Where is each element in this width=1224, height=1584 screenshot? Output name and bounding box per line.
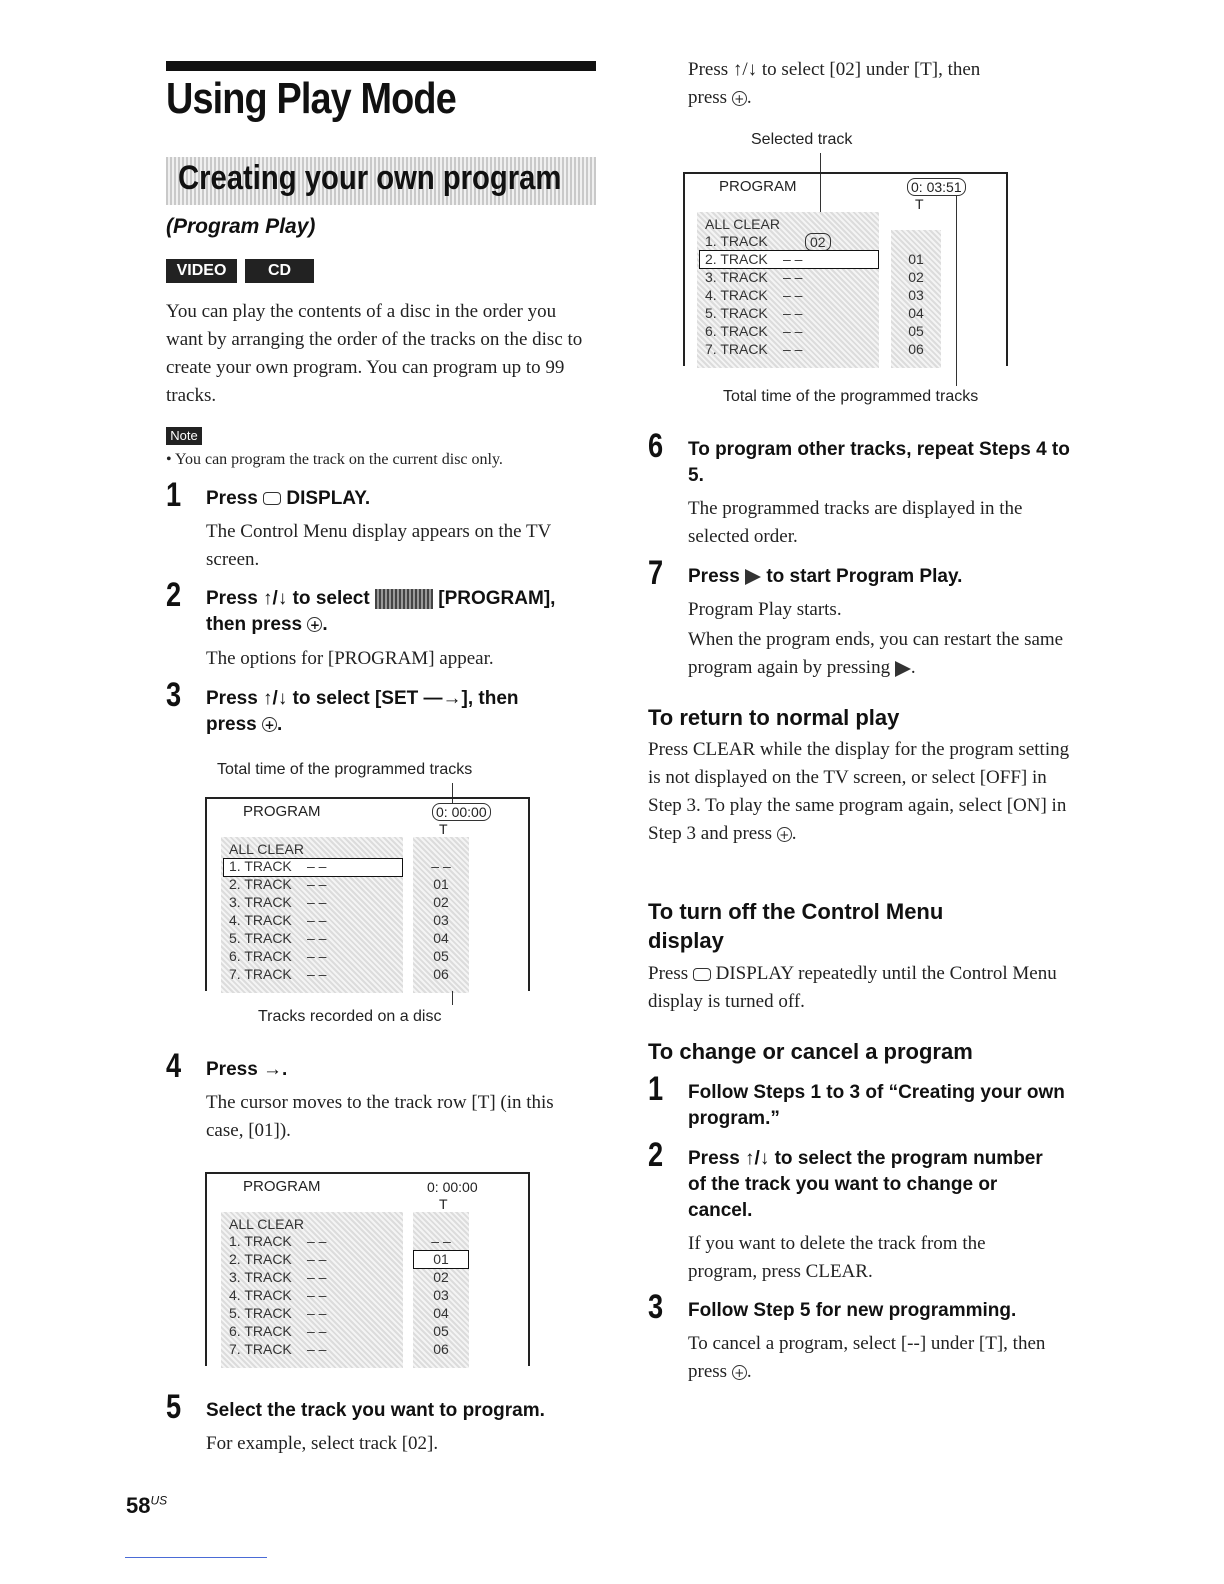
change-step-2-body: If you want to delete the track from the program, press CLEAR. (688, 1233, 986, 1282)
step-5-title: Select the track you want to program. (206, 1400, 545, 1421)
step-5-body: For example, select track [02]. (206, 1433, 439, 1454)
step-7-number: 7 (648, 554, 664, 592)
step-1-body: The Control Menu display appears on the TV screen. (206, 521, 551, 570)
track-row-4: 4. TRACK – – (229, 1287, 327, 1303)
track-row-2: 2. TRACK – – (229, 876, 327, 892)
change-step-1-number: 1 (648, 1070, 664, 1108)
track-menu (221, 1212, 403, 1368)
program-label: PROGRAM (719, 178, 797, 195)
t-label: T (439, 821, 448, 837)
badge-cd: CD (245, 259, 314, 283)
step-1-title: Press DISPLAY. (206, 488, 371, 509)
change-step-1-title: Follow Steps 1 to 3 of “Creating your own program.” (688, 1082, 1065, 1129)
caption-total-time-1: Total time of the programmed tracks (217, 761, 473, 778)
track-row-2: 2. TRACK – – (229, 1251, 327, 1267)
step-5-body-2b: press + . (688, 87, 752, 108)
change-step-3-body: To cancel a program, select [--] under [T], then press + . (688, 1333, 1046, 1382)
step-2-number: 2 (166, 576, 182, 614)
all-clear-row: ALL CLEAR (705, 216, 780, 232)
footer-rule (125, 1557, 267, 1558)
page-title: Using Play Mode (166, 74, 456, 123)
step-4-title: Press →. (206, 1059, 288, 1080)
step-6-body: The programmed tracks are displayed in the selected order. (688, 498, 1023, 547)
return-body: Press CLEAR while the display for the program setting is not displayed on the TV screen, or select [OFF] in Step 3. To play the same program again, select [ON] in Step 3 and press + . (648, 739, 1070, 844)
step-2-body: The options for [PROGRAM] appear. (206, 648, 494, 669)
step-3-title-line2: press + . (206, 714, 283, 735)
pointer-line (956, 196, 957, 386)
track-row-3: 3. TRACK – – (705, 269, 803, 285)
t-column: – – 01 02 03 04 05 06 (413, 1212, 469, 1368)
track-row-3: 3. TRACK – – (229, 894, 327, 910)
change-step-2-number: 2 (648, 1136, 664, 1174)
track-row-7: 7. TRACK – – (229, 1341, 327, 1357)
enter-icon: + (732, 1365, 747, 1380)
title-rule (166, 61, 596, 71)
heading-change: To change or cancel a program (648, 1039, 973, 1064)
track-row-6: 6. TRACK – – (229, 948, 327, 964)
track-row-3: 3. TRACK – – (229, 1269, 327, 1285)
heading-turnoff-2: display (648, 928, 724, 953)
track-row-6: 6. TRACK – – (229, 1323, 327, 1339)
step-6-number: 6 (648, 427, 664, 465)
heading-turnoff: To turn off the Control Menu (648, 899, 944, 924)
all-clear-row: ALL CLEAR (229, 841, 304, 857)
display-icon (693, 968, 711, 981)
track-row-7: 7. TRACK – – (229, 966, 327, 982)
track-row-5: 5. TRACK – – (705, 305, 803, 321)
program-icon (375, 589, 433, 609)
section-band (166, 157, 596, 205)
track-row-1: 1. TRACK – – (229, 858, 327, 874)
display-icon (263, 492, 281, 505)
caption-tracks-recorded: Tracks recorded on a disc (258, 1008, 442, 1025)
step-2-title-line2: then press + . (206, 614, 328, 635)
play-icon (895, 661, 911, 677)
subtitle: (Program Play) (166, 215, 316, 238)
total-time: 0: 00:00 (427, 1179, 478, 1195)
program-label: PROGRAM (243, 1178, 321, 1195)
badge-video-cd: VIDEO CD (166, 259, 237, 283)
t-label: T (915, 196, 924, 212)
program-screen-1 (205, 797, 530, 991)
pointer-line (452, 991, 453, 1005)
caption-total-time-2: Total time of the programmed tracks (723, 388, 979, 405)
track-row-4: 4. TRACK – – (229, 912, 327, 928)
enter-icon: + (307, 617, 322, 632)
caption-selected-track: Selected track (751, 131, 853, 148)
page-number: $58^{US}$ (126, 1493, 168, 1518)
program-screen-2 (205, 1172, 530, 1366)
step-6-title: To program other tracks, repeat Steps 4 to 5. (688, 439, 1070, 486)
enter-icon: + (777, 827, 792, 842)
change-step-3-title: Follow Step 5 for new programming. (688, 1300, 1017, 1321)
track-row-7: 7. TRACK – – (705, 341, 803, 357)
track-row-1: 1. TRACK – – (229, 1233, 327, 1249)
track-row-1: 1. TRACK 02 (705, 233, 768, 249)
heading-return: To return to normal play (648, 705, 900, 730)
track-row-2: 2. TRACK – – (705, 251, 803, 267)
track-row-5: 5. TRACK – – (229, 930, 327, 946)
step-5-number: 5 (166, 1388, 182, 1426)
change-step-3-number: 3 (648, 1288, 664, 1326)
track-row-5: 5. TRACK – – (229, 1305, 327, 1321)
step-3-number: 3 (166, 676, 182, 714)
step-2-title: Press ↑/↓ to select [PROGRAM], (206, 588, 556, 609)
play-icon (745, 569, 761, 585)
step-7-body: Program Play starts. (688, 599, 842, 620)
step-4-body: The cursor moves to the track row [T] (in this case, [01]). (206, 1092, 554, 1141)
note-badge: Note (166, 427, 202, 445)
t-column: – – 01 02 03 04 05 06 (413, 837, 469, 993)
change-step-2-title: Press ↑/↓ to select the program number of the track you want to change or cancel. (688, 1148, 1043, 1221)
step-7-body-2: When the program ends, you can restart the same program again by pressing . (688, 629, 1064, 678)
section-title: Creating your own program (178, 159, 562, 197)
t-column: 01 02 03 04 05 06 (891, 230, 941, 368)
turnoff-body: Press DISPLAY repeatedly until the Control Menu display is turned off. (648, 963, 1057, 1012)
track-menu (221, 837, 403, 993)
enter-icon: + (732, 91, 747, 106)
program-label: PROGRAM (243, 803, 321, 820)
track-menu (697, 212, 879, 368)
intro-text: You can play the contents of a disc in the order you want by arranging the order of the tracks on the disc to create your own program. You can program up to 99 tracks. (166, 301, 583, 406)
total-time: 0: 00:00 (432, 803, 491, 821)
track-row-6: 6. TRACK – – (705, 323, 803, 339)
step-4-number: 4 (166, 1047, 182, 1085)
total-time: 0: 03:51 (907, 178, 966, 196)
track-row-4: 4. TRACK – – (705, 287, 803, 303)
t-label: T (439, 1196, 448, 1212)
step-1-number: 1 (166, 476, 182, 514)
step-7-title: Press to start Program Play. (688, 566, 963, 587)
enter-icon: + (262, 717, 277, 732)
program-screen-3 (683, 172, 1008, 366)
step-5-body-2: Press ↑/↓ to select [02] under [T], then (688, 59, 981, 80)
step-3-title: Press ↑/↓ to select [SET —→], then (206, 688, 519, 709)
all-clear-row: ALL CLEAR (229, 1216, 304, 1232)
note-text: • You can program the track on the current disc only. (166, 451, 503, 468)
